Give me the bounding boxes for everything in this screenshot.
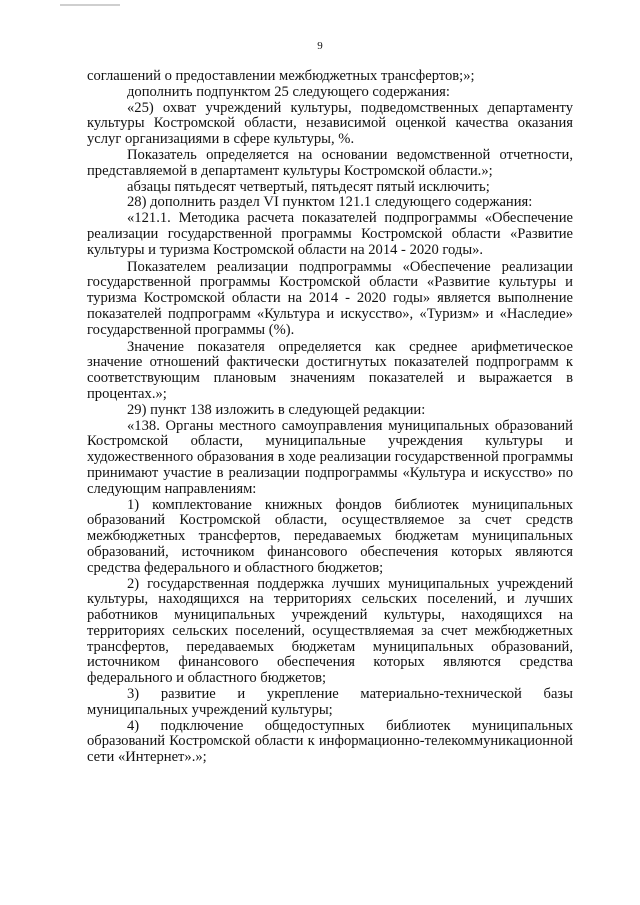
list-item: 1) комплектование книжных фондов библиотек муниципальных образований Костромской области, осуществляемое за счет средств межбюджетных трансфертов, передаваемых бюджетам муниципальных образований, источником финансового обеспечения которых являются средства федерального и областного бюджетов; [87, 496, 573, 576]
paragraph: соглашений о предоставлении межбюджетных трансфертов;»; [87, 68, 475, 84]
paragraph: 29) пункт 138 изложить в следующей редакции: [127, 401, 426, 418]
scan-artifact [60, 4, 120, 6]
page-number: 9 [317, 40, 323, 52]
list-item: 3) развитие и укрепление материально-технической базы муниципальных учреждений культуры; [87, 686, 573, 718]
paragraph: Показателем реализации подпрограммы «Обеспечение реализации государственной программы Костромской области «Развитие культуры и туризма Костромской области на 2014 - 2020 годы» является выполнение показателей подпрограмм «Культура и искусство», «Туризм» и «Наследие» государственной программы (%). [87, 258, 573, 338]
paragraph: «138. Органы местного самоуправления муниципальных образований Костромской области, муниципальные учреждения культуры и художественного образования в ходе реализации государственной программы принимают участие в реализации подпрограммы «Культура и искусство» по следующим направлениям: [87, 417, 573, 497]
paragraph: «25) охват учреждений культуры, подведомственных департаменту культуры Костромской области, независимой оценкой качества оказания услуг организациями в сфере культуры, %. [87, 99, 573, 148]
paragraph: дополнить подпунктом 25 следующего содержания: [127, 83, 450, 100]
paragraph: «121.1. Методика расчета показателей подпрограммы «Обеспечение реализации государственной программы Костромской области «Развитие культуры и туризма Костромской области на 2014 - 2020 годы». [87, 210, 573, 258]
paragraph: Показатель определяется на основании ведомственной отчетности, представляемой в департамент культуры Костромской области.»; [87, 146, 573, 179]
paragraph: абзацы пятьдесят четвертый, пятьдесят пятый исключить; [127, 178, 490, 195]
paragraph: 28) дополнить раздел VI пунктом 121.1 следующего содержания: [127, 194, 533, 211]
list-item: 4) подключение общедоступных библиотек муниципальных образований Костромской области к информационно-телекоммуникационной сети «Интернет».»; [87, 717, 573, 766]
document-body [87, 69, 573, 766]
paragraph: Значение показателя определяется как среднее арифметическое значение отношений фактически достигнутых показателей подпрограмм к соответствующим плановым значениям показателей и выражается в процентах.»; [87, 338, 573, 402]
list-item: 2) государственная поддержка лучших муниципальных учреждений культуры, находящихся на территориях сельских поселений, и лучших работников муниципальных учреждений культуры, находящихся на территориях сельских поселений, осуществляемая за счет межбюджетных трансфертов, передаваемых бюджетам муниципальных образований, источником финансового обеспечения которых являются средства федерального и областного бюджетов; [87, 575, 573, 687]
